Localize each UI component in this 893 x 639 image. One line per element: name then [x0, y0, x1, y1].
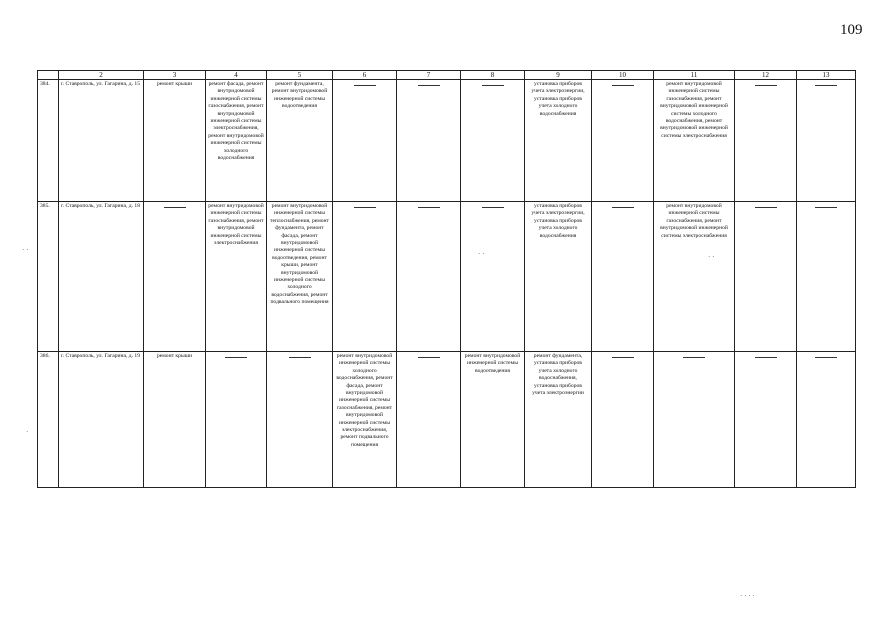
cell-col-6: [333, 80, 397, 202]
cell-col-6: ремонт внутридомовой инженерной системы холодного водоснабжения, ремонт фасада, ремонт внутридомовой инженерной системы газоснабжения, ремонт внутридомовой инженерной системы электроснабжения, ремонт подвального помещения: [333, 352, 397, 488]
cell-col-10: [592, 352, 654, 488]
cell-col-9: установка приборов учета электроэнергии, установка приборов учета холодного водоснабжения: [525, 80, 592, 202]
scan-speck: · ·: [708, 253, 715, 261]
empty-dash: [418, 85, 440, 86]
cell-col-4: ремонт внутридомовой инженерной системы газоснабжения, ремонт внутридомовой инженерной системы электроснабжения: [206, 202, 267, 352]
table-row: [38, 202, 856, 352]
empty-dash: [289, 357, 311, 358]
cell-col-12: [735, 80, 797, 202]
col-header-8: 8: [461, 71, 525, 80]
empty-dash: [354, 207, 376, 208]
cell-col-6: [333, 202, 397, 352]
col-header-10: 10: [592, 71, 654, 80]
empty-dash: [164, 207, 186, 208]
cell-col-9: ремонт фундамента, установка приборов учета холодного водоснабжения, установка приборов учета электроэнергии: [525, 352, 592, 488]
col-header-1: [38, 71, 59, 80]
cell-col-12: [735, 352, 797, 488]
empty-dash: [225, 357, 247, 358]
scan-speck: · · · ·: [740, 592, 755, 600]
cell-col-8: [461, 202, 525, 352]
row-number: 384.: [38, 80, 59, 202]
repair-schedule-table: [37, 70, 856, 488]
cell-col-10: [592, 202, 654, 352]
col-header-7: 7: [397, 71, 461, 80]
row-number: 385.: [38, 202, 59, 352]
scan-speck: ·: [26, 428, 29, 436]
cell-col-11: ремонт внутридомовой инженерной системы газоснабжения, ремонт внутридомовой инженерной системы холодного водоснабжения, ремонт внутридомовой инженерной системы электроснабжения: [654, 80, 735, 202]
address-cell: г. Ставрополь, ул. Гагарина, д. 18: [59, 202, 144, 352]
col-header-9: 9: [525, 71, 592, 80]
empty-dash: [418, 207, 440, 208]
cell-col-13: [797, 352, 856, 488]
empty-dash: [815, 85, 837, 86]
empty-dash: [755, 85, 777, 86]
cell-col-5: ремонт фундамента, ремонт внутридомовой инженерной системы водоотведения: [267, 80, 333, 202]
row-number: 386.: [38, 352, 59, 488]
scan-speck: · ·: [22, 246, 29, 254]
empty-dash: [612, 207, 634, 208]
empty-dash: [418, 357, 440, 358]
cell-col-8: ремонт внутридомовой инженерной системы водоотведения: [461, 352, 525, 488]
col-header-12: 12: [735, 71, 797, 80]
col-header-6: 6: [333, 71, 397, 80]
col-header-2: 2: [59, 71, 144, 80]
empty-dash: [482, 207, 504, 208]
cell-col-11: ремонт внутридомовой инженерной системы газоснабжения, ремонт внутридомовой инженерной системы электроснабжения: [654, 202, 735, 352]
address-cell: г. Ставрополь, ул. Гагарина, д. 19: [59, 352, 144, 488]
col-header-5: 5: [267, 71, 333, 80]
col-header-11: 11: [654, 71, 735, 80]
cell-col-3: ремонт крыши: [144, 352, 206, 488]
table-row: [38, 80, 856, 202]
empty-dash: [683, 357, 705, 358]
cell-col-8: [461, 80, 525, 202]
empty-dash: [482, 85, 504, 86]
cell-col-5: ремонт внутридомовой инженерной системы теплоснабжения, ремонт фундамента, ремонт фасада, ремонт внутридомовой инженерной системы водоотведения, ремонт крыши, ремонт внутридомовой инженерной системы холодного водоснабжения, ремонт подвального помещения: [267, 202, 333, 352]
cell-col-13: [797, 80, 856, 202]
cell-col-3: [144, 202, 206, 352]
cell-col-7: [397, 80, 461, 202]
empty-dash: [815, 207, 837, 208]
empty-dash: [815, 357, 837, 358]
cell-col-11: [654, 352, 735, 488]
page-number: 109: [840, 22, 863, 38]
empty-dash: [612, 85, 634, 86]
scan-speck: · ·: [478, 250, 485, 258]
cell-col-7: [397, 202, 461, 352]
address-cell: г. Ставрополь, ул. Гагарина, д. 15: [59, 80, 144, 202]
cell-col-13: [797, 202, 856, 352]
cell-col-4: ремонт фасада, ремонт внутридомовой инженерной системы газоснабжения, ремонт внутридомовой инженерной системы электроснабжения, ремонт внутридомовой инженерной системы холодного водоснабжения: [206, 80, 267, 202]
cell-col-12: [735, 202, 797, 352]
col-header-4: 4: [206, 71, 267, 80]
col-header-13: 13: [797, 71, 856, 80]
cell-col-9: установка приборов учета электроэнергии, установка приборов учета холодного водоснабжения: [525, 202, 592, 352]
col-header-3: 3: [144, 71, 206, 80]
cell-col-4: [206, 352, 267, 488]
empty-dash: [755, 207, 777, 208]
cell-col-10: [592, 80, 654, 202]
cell-col-3: ремонт крыши: [144, 80, 206, 202]
empty-dash: [612, 357, 634, 358]
column-number-row: [38, 71, 856, 80]
table-row: [38, 352, 856, 488]
empty-dash: [354, 85, 376, 86]
cell-col-7: [397, 352, 461, 488]
cell-col-5: [267, 352, 333, 488]
empty-dash: [755, 357, 777, 358]
